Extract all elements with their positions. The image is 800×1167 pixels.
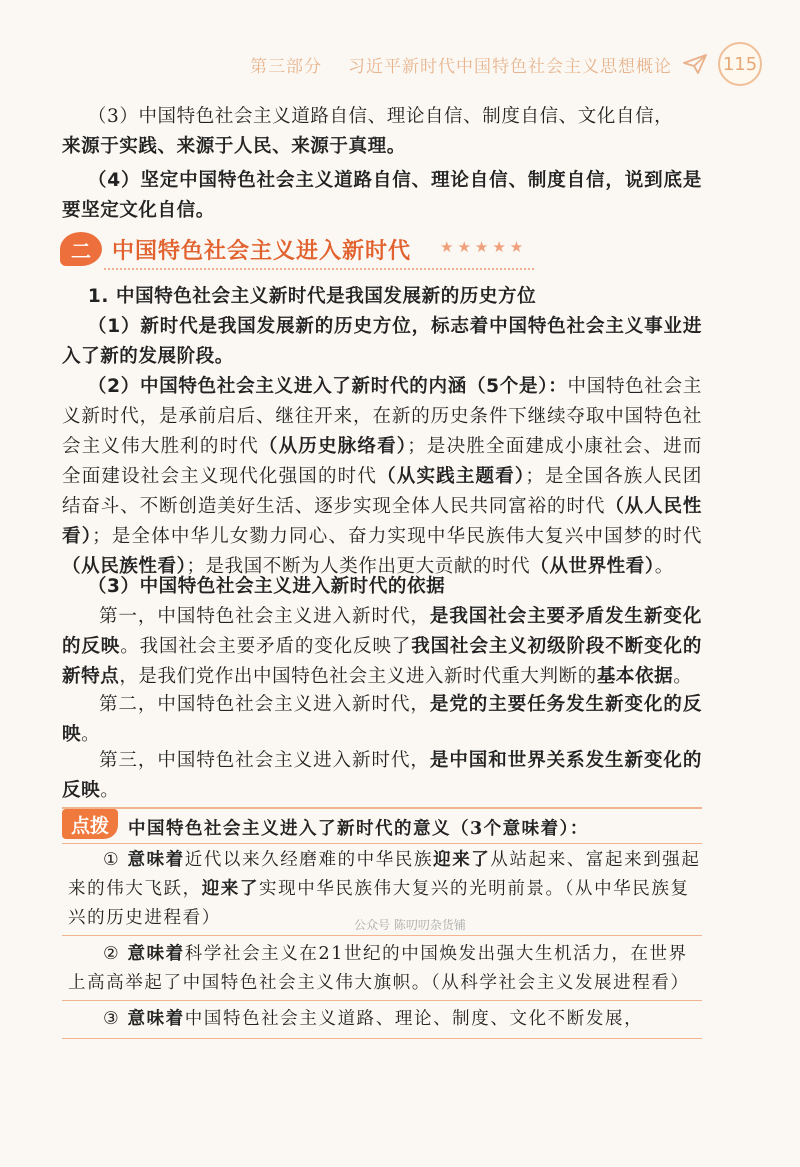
first-basis-bold-2: 我国社会主义初级阶段不断变化的新特点: [62, 636, 702, 687]
third-basis-bold: 是中国和世界关系发生新变化的反映: [62, 750, 702, 801]
tip-item-1-text-1: 近代以来久经磨难的中华民族: [184, 850, 434, 870]
tip-item-1-bold-2: 迎来了: [433, 850, 491, 870]
paragraph-first-basis: [62, 602, 702, 692]
first-basis-bold-1: 是我国社会主要矛盾发生新变化的反映: [62, 606, 702, 657]
tip-item-2-number: ②: [103, 944, 121, 964]
confidence-source-text: （3）中国特色社会主义道路自信、理论自信、制度自信、文化自信，: [87, 106, 674, 127]
paragraph-second-basis: [62, 690, 702, 750]
first-basis-text-2: 。我国社会主要矛盾的变化反映了: [120, 636, 412, 657]
second-basis-text-2: 。: [81, 724, 101, 745]
second-basis-bold: 是党的主要任务发生新变化的反映: [62, 694, 702, 745]
tip-heading: 中国特色社会主义进入了新时代的意义（3个意味着）：: [128, 819, 589, 839]
first-basis-text-1: 第一，中国特色社会主义进入新时代，: [99, 606, 430, 627]
cultural-confidence-bold: （4）坚定中国特色社会主义道路自信、理论自信、制度自信，说到底是要坚定文化自信。: [62, 170, 702, 221]
section-number-badge: 二: [60, 232, 102, 266]
tip-item-2: [68, 940, 702, 998]
tip-item-3-number: ③: [103, 1009, 121, 1029]
tip-item-1-text-3: 实现中华民族伟大复兴的光明前景。（从中华民族复兴的历史进程看）: [68, 879, 690, 928]
first-basis-text-3: ，是我们党作出中国特色社会主义进入新时代重大判断的: [119, 666, 597, 687]
header-part-label: 第三部分: [250, 56, 322, 77]
tip-item-3-bold: 意味着: [127, 1009, 185, 1029]
tip-rule: [62, 1000, 702, 1001]
tip-item-1-number: ①: [103, 850, 121, 870]
paper-plane-icon: [682, 53, 708, 75]
paragraph-new-era: [62, 312, 702, 372]
watermark: 公众号 陈叨叨杂货铺: [354, 918, 466, 932]
header-book-title: 习近平新时代中国特色社会主义思想概论: [348, 56, 672, 77]
connotation-view-4: （从民族性看）: [62, 556, 187, 577]
tip-rule: [62, 1038, 702, 1039]
connotation-view-5: （从世界性看）: [530, 556, 655, 577]
connotation-view-3: （从人民性看）: [62, 496, 702, 547]
connotation-text-3: ；是全国各族人民团结奋斗、不断创造美好生活、逐步实现全体人民共同富裕的时代: [62, 466, 702, 517]
subheading-historical-position: [62, 282, 702, 312]
section-divider: [104, 268, 534, 270]
tip-item-1-bold-1: 意味着: [127, 850, 185, 870]
subheading-basis: [62, 572, 702, 602]
connotation-text-2: ；是决胜全面建成小康社会、进而全面建设社会主义现代化强国的时代: [62, 436, 702, 487]
connotation-label: （2）中国特色社会主义进入了新时代的内涵（5个是）：: [87, 376, 568, 397]
section-title: 中国特色社会主义进入新时代: [112, 239, 412, 264]
importance-stars: ★★★★★: [440, 238, 528, 256]
tip-top-rule: [62, 807, 702, 809]
tip-rule: [62, 935, 702, 936]
connotation-text-4: ；是全体中华儿女勠力同心、奋力实现中华民族伟大复兴中国梦的时代: [92, 526, 702, 547]
page-header: [250, 44, 762, 84]
paragraph-confidence-source: [62, 102, 702, 162]
connotation-text-6: 。: [654, 556, 674, 577]
subheading-text: 1. 中国特色社会主义新时代是我国发展新的历史方位: [87, 286, 537, 307]
third-basis-text-1: 第三，中国特色社会主义进入新时代，: [99, 750, 430, 771]
tip-item-1-bold-3: 迎来了: [201, 879, 260, 899]
connotation-view-2: （从实践主题看）: [377, 466, 526, 487]
tip-item-3-text: 中国特色社会主义道路、理论、制度、文化不断发展，: [184, 1009, 644, 1029]
tip-item-1-text-2: 从站起来、富起来到强起来的伟大飞跃，: [68, 850, 701, 899]
paragraph-cultural-confidence: [62, 166, 702, 226]
page-number: 115: [718, 42, 762, 86]
tip-badge: 点拨: [62, 809, 118, 839]
confidence-source-bold: 来源于实践、来源于人民、来源于真理。: [62, 136, 406, 157]
tip-item-2-text: 科学社会主义在21世纪的中国焕发出强大生机活力，在世界上高高举起了中国特色社会主义伟大旗帜。（从科学社会主义发展进程看）: [68, 944, 690, 993]
paragraph-third-basis: [62, 746, 702, 806]
tip-item-2-bold: 意味着: [127, 944, 185, 964]
new-era-bold: （1）新时代是我国发展新的历史方位，标志着中国特色社会主义事业进入了新的发展阶段。: [62, 316, 702, 367]
basis-heading: （3）中国特色社会主义进入新时代的依据: [87, 576, 446, 597]
first-basis-bold-3: 基本依据: [596, 666, 674, 687]
connotation-text-1: 中国特色社会主义新时代，是承前启后、继往开来，在新的历史条件下继续夺取中国特色社会主义伟大胜利的时代: [62, 376, 702, 457]
connotation-view-1: （从历史脉络看）: [258, 436, 408, 457]
third-basis-text-2: 。: [100, 780, 120, 801]
section-heading: [60, 232, 530, 268]
tip-rule: [62, 843, 702, 844]
tip-item-3: [68, 1005, 702, 1034]
connotation-text-5: ；是我国不断为人类作出更大贡献的时代: [186, 556, 531, 577]
first-basis-text-4: 。: [673, 666, 693, 687]
second-basis-text-1: 第二，中国特色社会主义进入新时代，: [99, 694, 430, 715]
paragraph-connotation: [62, 372, 702, 582]
